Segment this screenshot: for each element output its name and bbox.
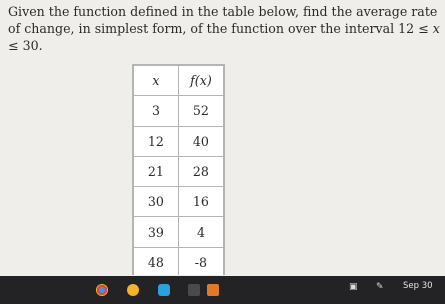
pen-icon[interactable]: ✎ bbox=[376, 282, 384, 292]
cell-fx: 28 bbox=[178, 156, 223, 186]
cell-x: 30 bbox=[134, 187, 179, 217]
interval-le-2: ≤ bbox=[8, 38, 23, 53]
docs-app-icon[interactable] bbox=[188, 284, 200, 296]
table-row bbox=[134, 187, 224, 217]
table-row bbox=[134, 156, 224, 186]
question-prompt: Given the function defined in the table below, find the average rate of change, in simplest form, of the function over the interval bbox=[8, 4, 438, 36]
interval-upper: 30 bbox=[22, 38, 39, 53]
interval-lower: 12 bbox=[398, 21, 415, 36]
taskbar-date[interactable]: Sep 30 bbox=[403, 281, 433, 291]
slides-app-icon[interactable] bbox=[207, 284, 219, 296]
cell-fx: 52 bbox=[178, 96, 223, 126]
function-table bbox=[133, 65, 224, 275]
table-row bbox=[134, 247, 224, 275]
cell-fx: 16 bbox=[178, 187, 223, 217]
cell-x: 12 bbox=[134, 126, 179, 156]
interval-variable: x bbox=[432, 21, 440, 36]
header-fx: f(x) bbox=[178, 66, 223, 96]
cell-fx: 40 bbox=[178, 126, 223, 156]
table-header-row bbox=[134, 66, 224, 96]
files-app-icon[interactable] bbox=[127, 284, 139, 296]
cell-fx: 4 bbox=[178, 217, 223, 247]
interval-le-1: ≤ bbox=[414, 21, 433, 36]
table-row bbox=[134, 217, 224, 247]
table-row bbox=[134, 126, 224, 156]
table-row bbox=[134, 96, 224, 126]
cell-x: 21 bbox=[134, 156, 179, 186]
chrome-app-icon[interactable] bbox=[96, 284, 108, 296]
question-period: . bbox=[38, 38, 43, 53]
question-text bbox=[8, 3, 440, 54]
cell-x: 48 bbox=[134, 247, 179, 275]
header-x: x bbox=[134, 66, 179, 96]
cell-x: 39 bbox=[134, 217, 179, 247]
cell-fx: -8 bbox=[178, 247, 223, 275]
meet-app-icon[interactable] bbox=[158, 284, 170, 296]
cell-x: 3 bbox=[134, 96, 179, 126]
clipboard-icon[interactable]: ▣ bbox=[349, 282, 358, 292]
function-table-container bbox=[132, 64, 225, 275]
